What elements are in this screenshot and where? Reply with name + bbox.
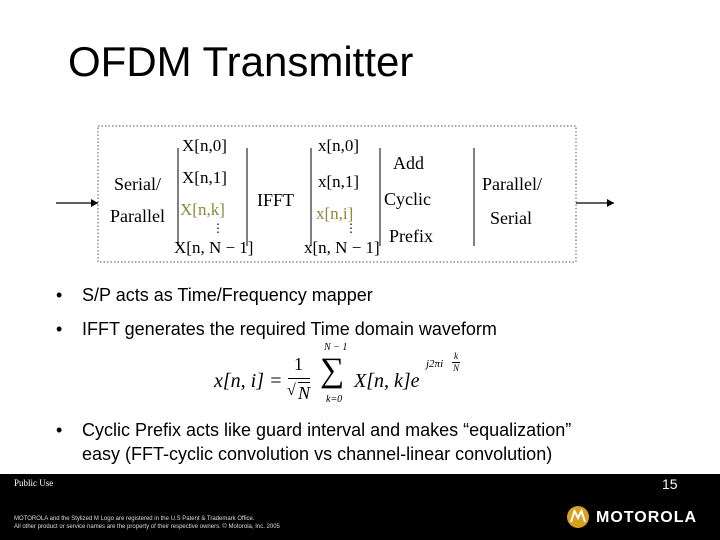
signal-x-n-i: x[n,i] [316,204,354,223]
exponent-numerator: k [454,351,458,361]
serial-parallel-label-2: Parallel [110,206,165,226]
input-arrowhead [91,199,98,207]
motorola-m-icon [566,505,590,529]
add-cp-label-2: Cyclic [384,189,431,209]
motorola-logo [566,505,706,529]
parallel-dots-right: ⋮ [345,221,357,235]
parallel-serial-label-1: Parallel/ [482,174,542,194]
formula-numerator: 1 [294,354,303,374]
legal-notice [14,515,314,531]
sqrt-sign: √ [287,382,296,399]
parallel-serial-label-2: Serial [490,208,532,228]
output-arrowhead [607,199,614,207]
ifft-label: IFFT [257,190,295,210]
signal-x-n-N-1: x[n, N − 1] [304,238,380,257]
serial-parallel-label-1: Serial/ [114,174,161,194]
parallel-dots-left: ⋮ [212,221,224,235]
signal-x-n-0: x[n,0] [318,136,360,155]
legal-line-1: MOTOROLA and the Stylized M Logo are registered in the U.S Patent & Trademark Office. [14,516,255,522]
signal-X-n-0: X[n,0] [182,136,227,155]
add-cp-label-3: Prefix [389,226,433,246]
signal-X-n-1: X[n,1] [182,168,227,187]
signal-X-n-N-1: X[n, N − 1] [174,238,254,257]
classification-label: Public Use [14,478,54,488]
sigma-symbol: ∑ [320,352,345,389]
signal-x-n-1: x[n,1] [318,172,360,191]
sum-upper-limit: N − 1 [324,342,348,353]
formula-lhs: x[n, i] = [214,370,283,392]
formula-term: X[n, k]e [354,370,420,392]
bullet-dot: • [56,420,63,440]
sum-lower-limit: k=0 [326,394,343,405]
ifft-formula [214,342,474,412]
bullet-text: Cyclic Prefix acts like guard interval and makes “equalization” [82,420,572,440]
add-cp-label-1: Add [393,153,424,173]
bullet-text: S/P acts as Time/Frequency mapper [82,285,373,305]
page-number: 15 [662,476,678,492]
bullet-text: IFFT generates the required Time domain waveform [82,319,497,339]
bullet-text: easy (FFT-cyclic convolution vs channel-linear convolution) [82,444,553,464]
exponent-denominator: N [453,363,460,373]
fraction-bar [288,378,310,379]
brand-wordmark: MOTOROLA [596,509,698,526]
slide-title: OFDM Transmitter [68,38,414,85]
bullet-dot: • [56,319,63,339]
formula-denominator: N [298,383,311,403]
legal-line-2: All other product or service names are the property of their respective owners. © Motorola, Inc. 2005 [14,524,280,530]
formula-exponent: j2πi [426,358,444,370]
signal-X-n-k: X[n,k] [180,200,225,219]
bullet-dot: • [56,285,63,305]
